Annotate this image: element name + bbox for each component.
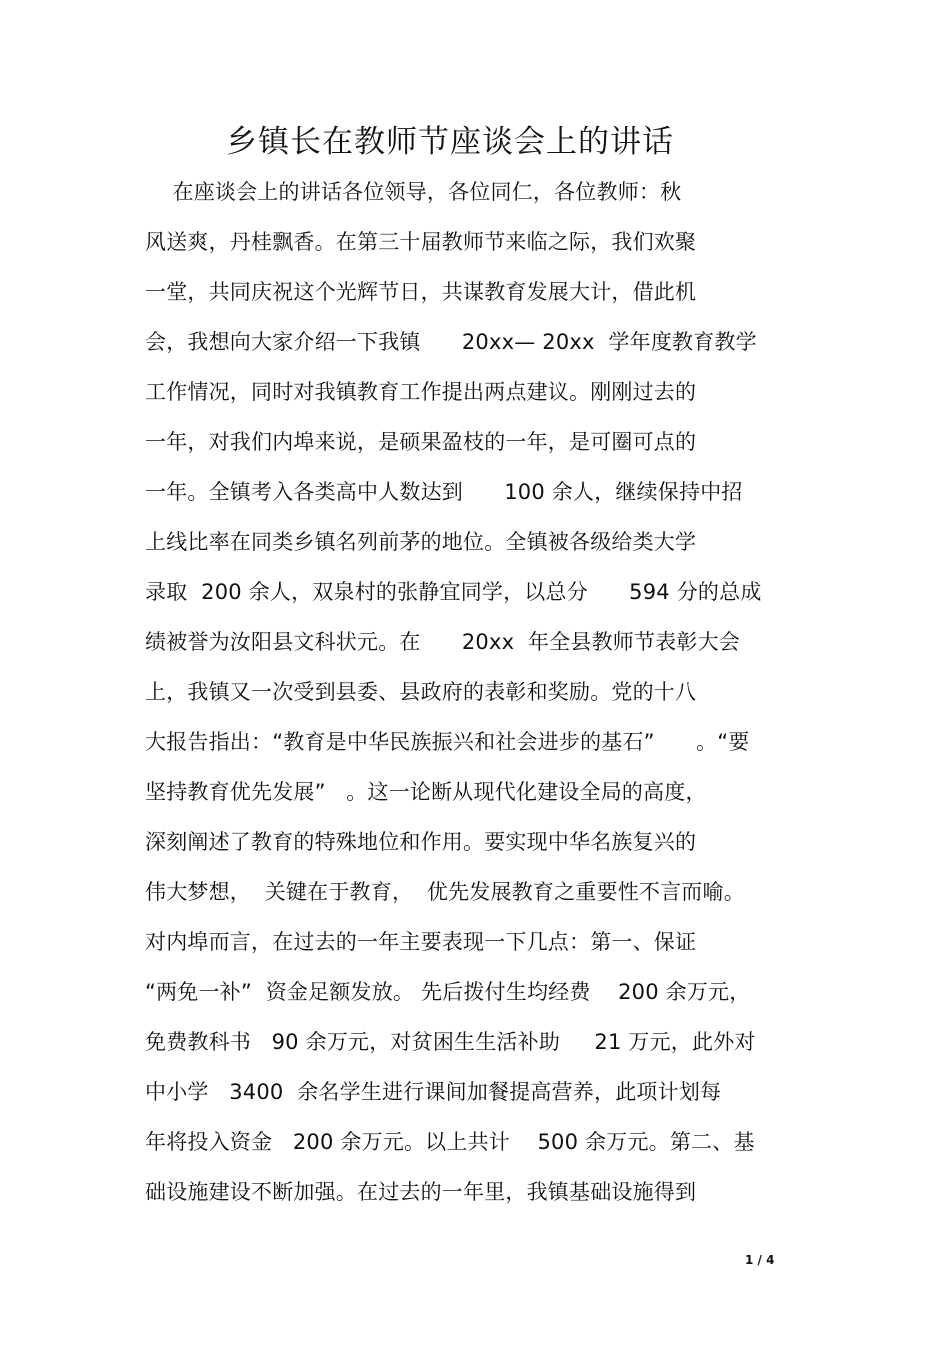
paragraph-line: “两免一补” 资金足额发放。 先后拨付生均经费 200 余万元， — [145, 980, 751, 1004]
paragraph-line: 免费教科书 90 余万元，对贫困生生活补助 21 万元，此外对 — [145, 1030, 756, 1054]
paragraph-line: 年将投入资金 200 余万元。以上共计 500 余万元。第二、基 — [145, 1130, 755, 1154]
paragraph-line: 深刻阐述了教育的特殊地位和作用。要实现中华名族复兴的 — [145, 830, 697, 854]
page-number: 1 / 4 — [745, 1253, 775, 1267]
paragraph-line: 大报告指出：“教育是中华民族振兴和社会进步的基石” 。“要 — [145, 730, 750, 754]
paragraph-line: 风送爽，丹桂飘香。在第三十届教师节来临之际，我们欢聚 — [145, 230, 697, 254]
paragraph-line: 一年，对我们内埠来说，是硕果盈枝的一年，是可圈可点的 — [145, 430, 697, 454]
paragraph-line: 坚持教育优先发展” 。这一论断从现代化建设全局的高度， — [145, 780, 707, 804]
document-title: 乡镇长在教师节座谈会上的讲话 — [226, 124, 674, 160]
paragraph-line: 上，我镇又一次受到县委、县政府的表彰和奖励。党的十八 — [145, 680, 697, 704]
document-body — [145, 170, 825, 1220]
paragraph-line: 上线比率在同类乡镇名列前茅的地位。全镇被各级给类大学 — [145, 530, 697, 554]
paragraph-line: 工作情况，同时对我镇教育工作提出两点建议。刚刚过去的 — [145, 380, 697, 404]
paragraph-line: 在座谈会上的讲话各位领导，各位同仁，各位教师：秋 — [145, 180, 682, 204]
paragraph-line: 绩被誉为汝阳县文科状元。在 20xx 年全县教师节表彰大会 — [145, 630, 740, 654]
paragraph-line: 一年。全镇考入各类高中人数达到 100 余人，继续保持中招 — [145, 480, 743, 504]
paragraph-line: 伟大梦想， 关键在于教育， 优先发展教育之重要性不言而喻。 — [145, 880, 745, 904]
paragraph-line: 会，我想向大家介绍一下我镇 20xx— 20xx 学年度教育教学 — [145, 330, 757, 354]
paragraph-line: 中小学 3400 余名学生进行课间加餐提高营养，此项计划每 — [145, 1080, 722, 1104]
paragraph-line: 对内埠而言，在过去的一年主要表现一下几点：第一、保证 — [145, 930, 697, 954]
paragraph-line: 录取 200 余人，双泉村的张静宜同学，以总分 594 分的总成 — [145, 580, 762, 604]
paragraph-line: 础设施建设不断加强。在过去的一年里，我镇基础设施得到 — [145, 1180, 697, 1204]
paragraph-line: 一堂，共同庆祝这个光辉节日，共谋教育发展大计，借此机 — [145, 280, 697, 304]
